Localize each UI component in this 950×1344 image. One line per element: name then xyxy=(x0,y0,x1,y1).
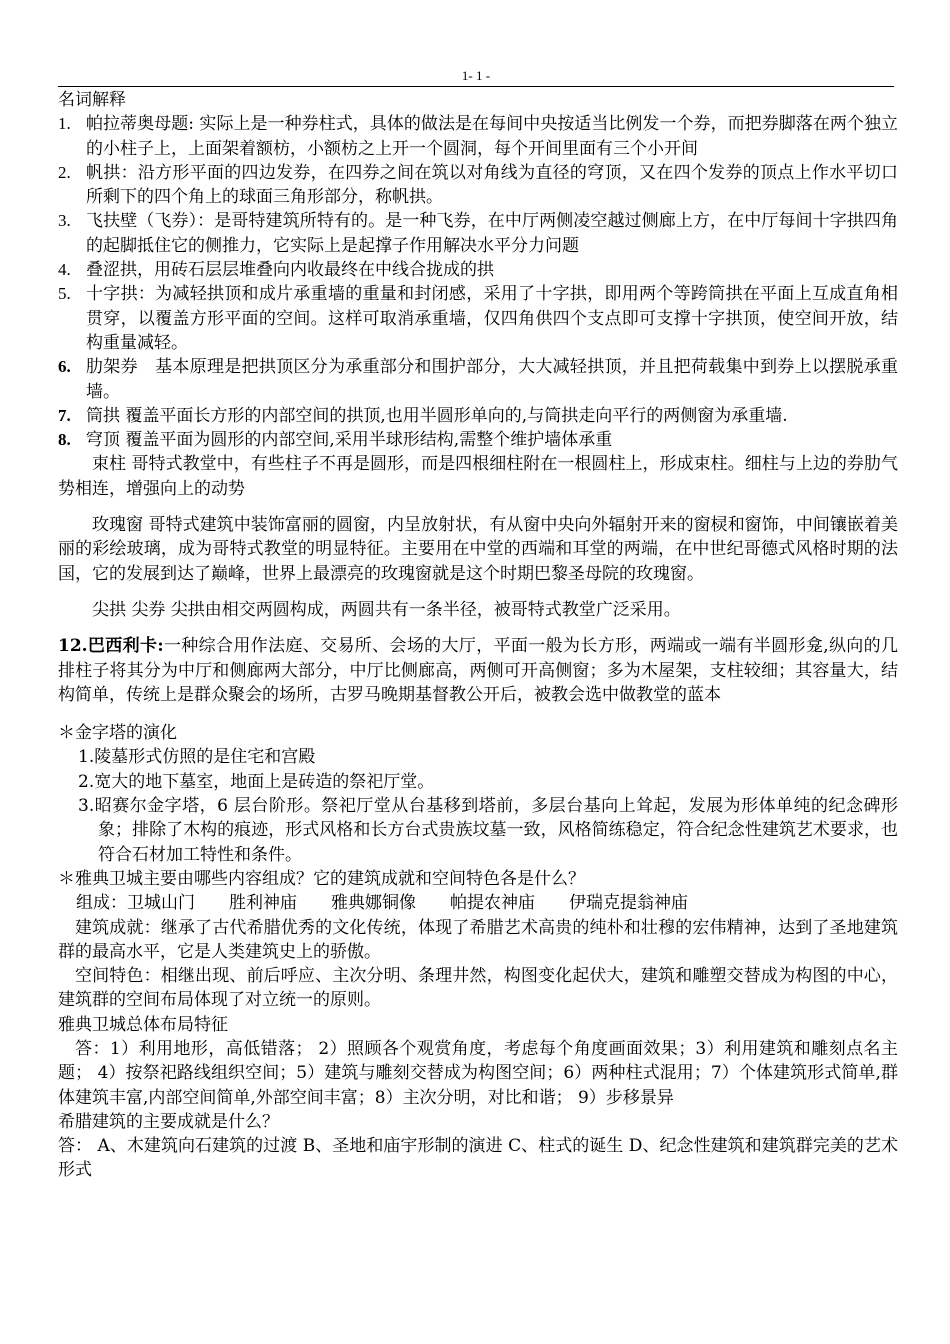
term-text: 飞扶壁（飞券）：是哥特建筑所特有的。是一种飞券，在中厅两侧凌空越过侧廊上方，在中厅每间十字拱四角的起脚抵住它的侧推力，它实际上是起撑子作用解决水平分力问题 xyxy=(86,211,898,256)
term-text: 十字拱：为减轻拱顶和成片承重墙的重量和封闭感，采用了十字拱，即用两个等跨筒拱在平面上互成直角相贯穿，以覆盖方形平面的空间。这样可取消承重墙，仅四角供四个支点即可支撑十字拱顶，使空间开放，结构重量减轻。 xyxy=(86,284,898,353)
term-item xyxy=(58,428,898,452)
shuzhu-paragraph: 束柱 哥特式教堂中，有些柱子不再是圆形，而是四根细柱附在一根圆柱上，形成束柱。细柱与上边的券肋气势相连，增强向上的动势 xyxy=(58,454,898,499)
term-item xyxy=(58,258,898,282)
athens-achievement: 建筑成就：继承了古代希腊优秀的文化传统，体现了希腊艺术高贵的纯朴和壮穆的宏伟精神，达到了圣地建筑群的最高水平，它是人类建筑史上的骄傲。 xyxy=(58,917,898,962)
term-number: 2. xyxy=(58,162,71,182)
basilica-label: 12.巴西利卡: xyxy=(58,636,164,657)
term-text: 帆拱：沿方形平面的四边发券，在四券之间在筑以对角线为直径的穹顶，又在四个发券的顶点上作水平切口所剩下的四个角上的球面三角形部分，称帆拱。 xyxy=(86,162,898,208)
athens-layout-answer: 答：1）利用地形，高低错落； 2）照顾各个观赏角度，考虑每个角度画面效果；3）利用建筑和雕刻点名主题； 4）按祭祀路线组织空间；5）建筑与雕刻交替成为构图空间；6）两种柱式混用；7）个体建筑形式简单,群体建筑丰富,内部空间简单,外部空间丰富；8）主次分明，对比和谐； 9）步移景异 xyxy=(58,1038,898,1108)
term-text: 叠涩拱，用砖石层层堆叠向内收最终在中线合拢成的拱 xyxy=(86,260,494,281)
document-body xyxy=(58,88,898,1183)
term-item xyxy=(58,355,898,404)
pyramid-item: 2.宽大的地下墓室，地面上是砖造的祭祀厅堂。 xyxy=(78,771,435,792)
term-number: 8. xyxy=(58,430,71,450)
pyramid-title: ＊金字塔的演化 xyxy=(58,723,177,744)
term-text: 帕拉蒂奥母题: 实际上是一种券柱式，具体的做法是在每间中央按适当比例发一个券，而把券脚落在两个独立的小柱子上，上面架着额枋，小额枋之上开一个圆洞，每个开间里面有三个小开间 xyxy=(86,114,898,159)
pointed-arch-paragraph: 尖拱 尖券 尖拱由相交两圆构成，两圆共有一条半径，被哥特式教堂广泛采用。 xyxy=(92,599,681,620)
term-text: 筒拱 覆盖平面长方形的内部空间的拱顶,也用半圆形单向的,与筒拱走向平行的两侧窗为承重墙. xyxy=(86,405,788,426)
greek-answer: 答： A、木建筑向石建筑的过渡 B、圣地和庙宇形制的演进 C、柱式的诞生 D、纪念性建筑和建筑群完美的艺术形式 xyxy=(58,1136,898,1181)
term-text: 穹顶 覆盖平面为圆形的内部空间,采用半球形结构,需整个维护墙体承重 xyxy=(86,430,613,451)
term-item xyxy=(58,404,898,428)
term-number: 4. xyxy=(58,260,71,280)
basilica-text: 一种综合用作法庭、交易所、会场的大厅，平面一般为长方形，两端或一端有半圆形龛,纵向的几排柱子将其分为中厅和侧廊两大部分，中厅比侧廊高，两侧可开高侧窗；多为木屋架，支柱较细；其容量大，结构简单，传统上是群众聚会的场所，古罗马晚期基督教公开后，被教会选中做教堂的蓝本 xyxy=(58,636,899,705)
term-number: 6. xyxy=(58,357,71,377)
term-number: 5. xyxy=(58,284,71,304)
pyramid-item: 3.昭赛尔金字塔，6 层台阶形。祭祀厅堂从台基移到塔前，多层台基向上耸起，发展为形体单纯的纪念碑形象；排除了木构的痕迹，形式风格和长方台式贵族坟墓一致，风格简练稳定，符合纪念性建筑艺术要求，也符合石材加工特性和条件。 xyxy=(78,796,898,865)
section-title: 名词解释 xyxy=(58,90,126,110)
page-header xyxy=(58,68,894,87)
athens-space: 空间特色：相继出现、前后呼应、主次分明、条理井然，构图变化起伏大，建筑和雕塑交替成为构图的中心，建筑群的空间布局体现了对立统一的原则。 xyxy=(58,966,898,1011)
athens-composition: 组成：卫城山门 胜利神庙 雅典娜铜像 帕提农神庙 伊瑞克提翁神庙 xyxy=(76,893,688,914)
page-number: 1- 1 - xyxy=(461,68,491,83)
term-number: 3. xyxy=(58,211,71,231)
basilica-paragraph xyxy=(58,634,898,707)
term-text: 肋架券 基本原理是把拱顶区分为承重部分和围护部分，大大减轻拱顶，并且把荷载集中到券上以摆脱承重墙。 xyxy=(86,357,898,402)
term-item xyxy=(58,209,898,258)
term-item xyxy=(58,282,898,355)
greek-question: 希腊建筑的主要成就是什么？ xyxy=(58,1111,279,1132)
pyramid-item: 1.陵墓形式仿照的是住宅和宫殿 xyxy=(78,747,316,768)
term-item xyxy=(58,161,898,210)
term-number: 1. xyxy=(58,114,71,134)
term-item xyxy=(58,112,898,161)
term-number: 7. xyxy=(58,405,71,425)
rose-window-paragraph: 玫瑰窗 哥特式建筑中装饰富丽的圆窗，内呈放射状，有从窗中央向外辐射开来的窗棂和窗饰，中间镶嵌着美丽的彩绘玻璃，成为哥特式教堂的明显特征。主要用在中堂的西端和耳堂的两端，在中世纪哥德式风格时期的法国，它的发展到达了巅峰，世界上最漂亮的玫瑰窗就是这个时期巴黎圣母院的玫瑰窗。 xyxy=(58,515,898,584)
athens-layout-title: 雅典卫城总体布局特征 xyxy=(58,1014,228,1035)
athens-question: ＊雅典卫城主要由哪些内容组成？它的建筑成就和空间特色各是什么？ xyxy=(58,868,585,889)
